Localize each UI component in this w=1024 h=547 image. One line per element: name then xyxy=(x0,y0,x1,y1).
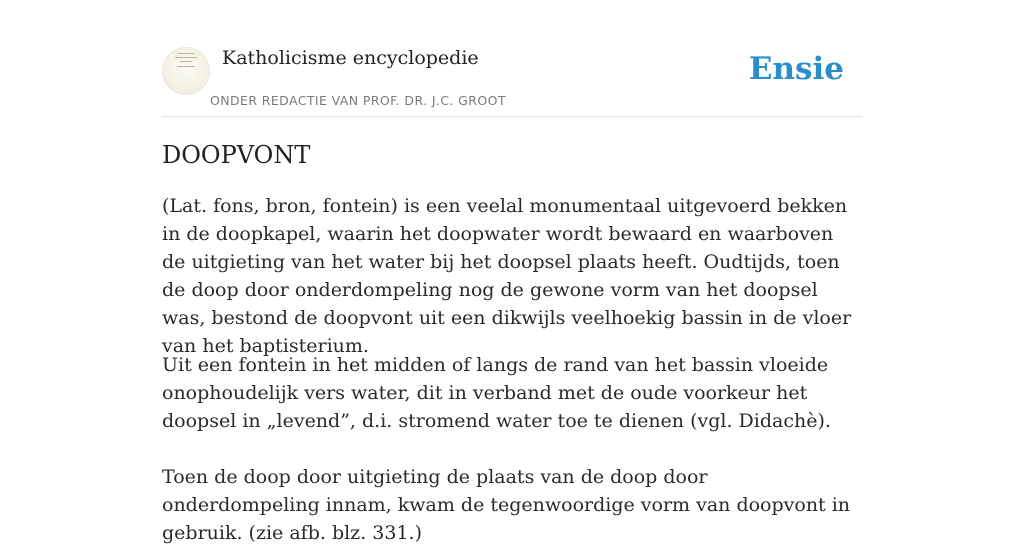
article-paragraph-1: (Lat. fons, bron, fontein) is een veelal monumentaal uitgevoerd bekken in de doopkapel, waarin het doopwater wordt bewaard en waarboven de uitgieting van het water bij het doopsel plaats heeft. Oudtijds, toen de doop door onderdompeling nog de gewone vorm van het doopsel was, bestond de doopvont uit een dikwijls veelhoekig bassin in de vloer van het baptisterium. xyxy=(162,195,852,357)
site-header xyxy=(162,0,862,117)
editor-subtitle: ONDER REDACTIE VAN PROF. DR. J.C. GROOT xyxy=(210,93,506,108)
article-title: DOOPVONT xyxy=(162,141,311,169)
page-container xyxy=(162,0,862,544)
site-title[interactable]: Katholicisme encyclopedie xyxy=(222,47,479,69)
ensie-logo[interactable]: Ensie xyxy=(748,51,844,87)
article-paragraph-2: Uit een fontein in het midden of langs de rand van het bassin vloeide onophoudelijk vers water, dit in verband met de oude voorkeur het doopsel in „levend”, d.i. stromend water toe te dienen (vgl. Didachè). xyxy=(162,354,831,432)
article-paragraph-3: Toen de doop door uitgieting de plaats van de doop door onderdompeling innam, kwam de tegenwoordige vorm van doopvont in gebruik. (zie afb. blz. 331.) xyxy=(162,466,851,544)
book-cover-icon[interactable] xyxy=(162,47,210,95)
